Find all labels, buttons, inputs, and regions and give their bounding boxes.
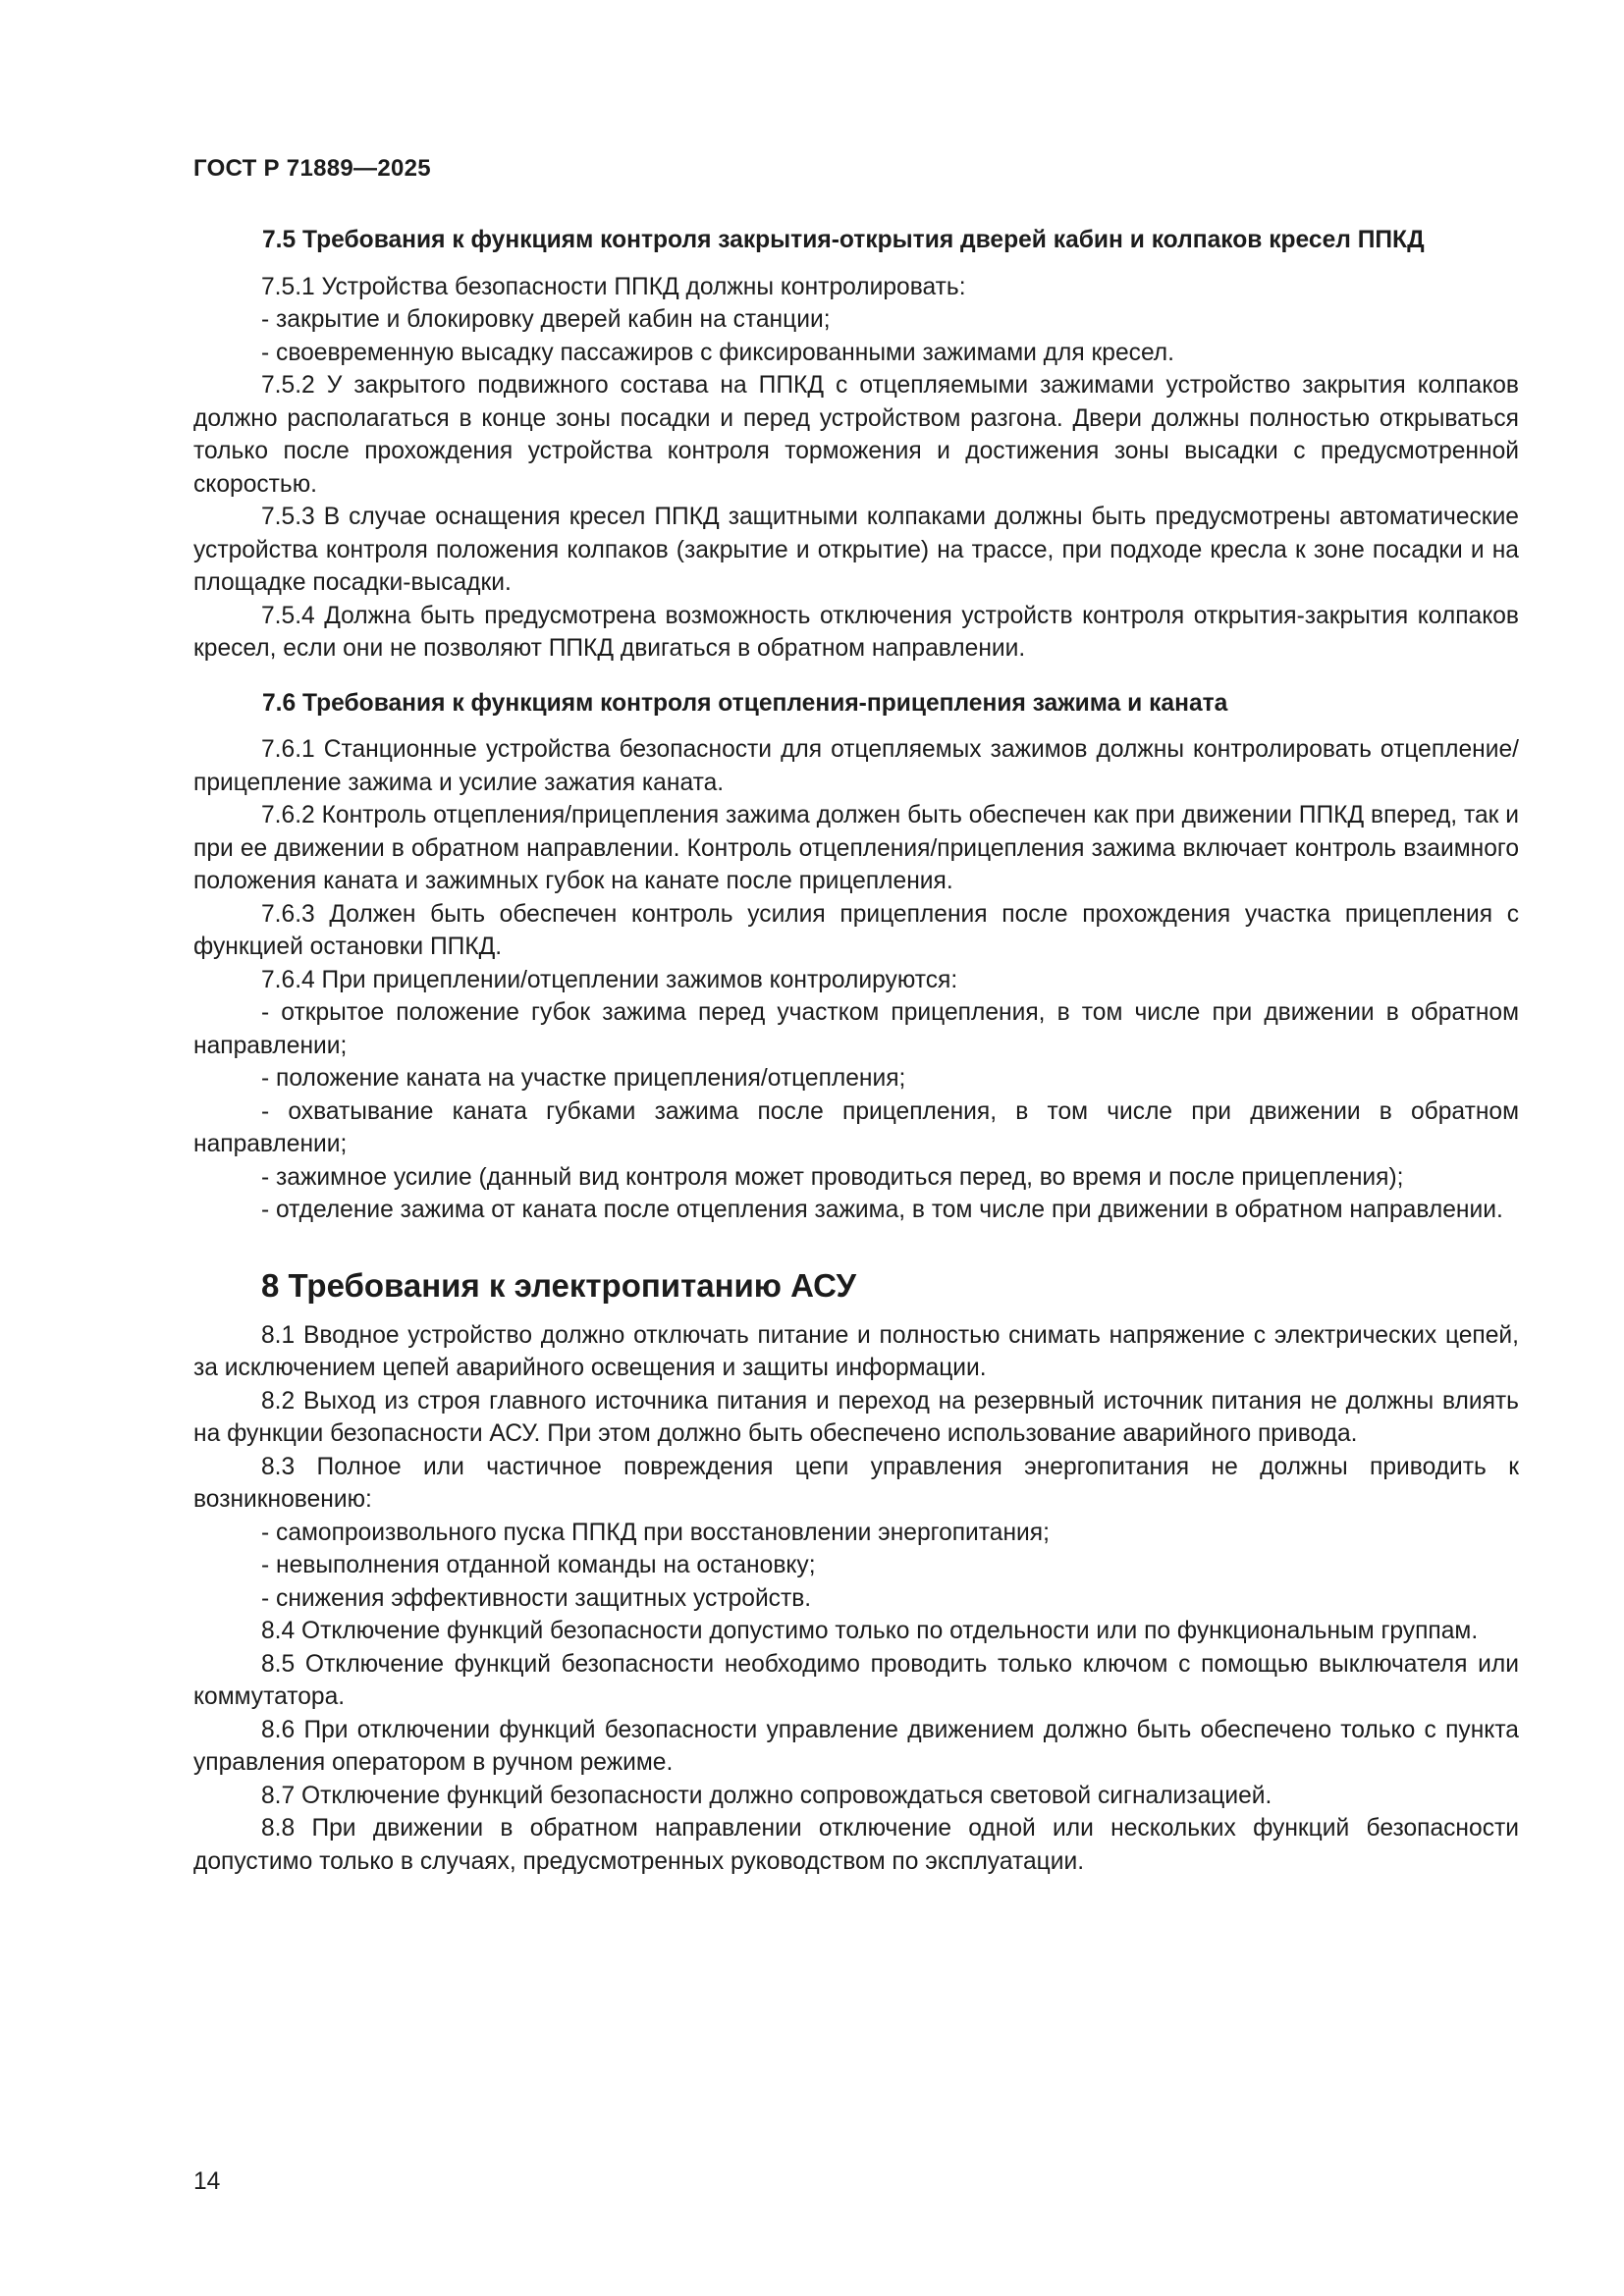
paragraph-8-6: 8.6 При отключении функций безопасности управление движением должно быть обеспечено только с пункта управления оператором в ручном режиме. — [193, 1716, 1519, 1776]
paragraph-8-5: 8.5 Отключение функций безопасности необходимо проводить только ключом с помощью выключателя или коммутатора. — [193, 1650, 1519, 1710]
list-item: - открытое положение губок зажима перед участком прицепления, в том числе при движении в обратном направлении; — [193, 999, 1519, 1059]
list-item: - охватывание каната губками зажима после прицепления, в том числе при движении в обратном направлении; — [193, 1097, 1519, 1157]
paragraph-8-3: 8.3 Полное или частичное повреждения цепи управления энергопитания не должны приводить к возникновению: — [193, 1453, 1519, 1513]
paragraph-8-8: 8.8 При движении в обратном направлении отключение одной или нескольких функций безопасности допустимо только в случаях, предусмотренных руководством по эксплуатации. — [193, 1815, 1519, 1875]
paragraph-7-5-2: 7.5.2 У закрытого подвижного состава на ППКД с отцепляемыми зажимами устройство закрытия колпаков должно располагаться в конце зоны посадки и перед устройством разгона. Двери должны полностью открываться только после прохождения устройства контроля торможения и достижения зоны высадки с предусмотренной скоростью. — [193, 372, 1519, 498]
list-item: - закрытие и блокировку дверей кабин на станции; — [261, 306, 831, 333]
document-header: ГОСТ Р 71889—2025 — [193, 155, 431, 182]
list-item: - самопроизвольного пуска ППКД при восстановлении энергопитания; — [261, 1519, 1050, 1546]
chapter-8-title: 8 Требования к электропитанию АСУ — [261, 1266, 857, 1304]
document-body — [193, 224, 1519, 1878]
paragraph-8-4: 8.4 Отключение функций безопасности допустимо только по отдельности или по функциональным группам. — [261, 1618, 1479, 1644]
paragraph-7-5-3: 7.5.3 В случае оснащения кресел ППКД защитными колпаками должны быть предусмотрены автоматические устройства контроля положения колпаков (закрытие и открытие) на трассе, при подходе кресла к зоне посадки и на площадке посадки-высадки. — [193, 504, 1519, 596]
paragraph-8-1: 8.1 Вводное устройство должно отключать питание и полностью снимать напряжение с электрических цепей, за исключением цепей аварийного освещения и защиты информации. — [193, 1321, 1519, 1381]
page-number: 14 — [193, 2168, 221, 2195]
list-item: - зажимное усилие (данный вид контроля может проводиться перед, во время и после прицепления); — [261, 1163, 1404, 1191]
section-7-6-title: 7.6 Требования к функциям контроля отцепления-прицепления зажима и каната — [262, 689, 1228, 717]
paragraph-7-5-1: 7.5.1 Устройства безопасности ППКД должны контролировать: — [261, 273, 966, 300]
list-item: - положение каната на участке прицепления/отцепления; — [261, 1065, 906, 1092]
paragraph-7-6-1: 7.6.1 Станционные устройства безопасности для отцепляемых зажимов должны контролировать отцепление/прицепление зажима и усилие зажатия каната. — [193, 736, 1519, 796]
paragraph-7-6-2: 7.6.2 Контроль отцепления/прицепления зажима должен быть обеспечен как при движении ППКД вперед, так и при ее движении в обратном направлении. Контроль отцепления/прицепления зажима включает контроль взаимного положения каната и зажимных губок на канате после прицепления. — [193, 802, 1519, 894]
list-item: - невыполнения отданной команды на остановку; — [261, 1552, 816, 1578]
paragraph-7-5-4: 7.5.4 Должна быть предусмотрена возможность отключения устройств контроля открытия-закрытия колпаков кресел, если они не позволяют ППКД двигаться в обратном направлении. — [193, 602, 1519, 662]
paragraph-8-7: 8.7 Отключение функций безопасности должно сопровождаться световой сигнализацией. — [261, 1782, 1272, 1809]
paragraph-8-2: 8.2 Выход из строя главного источника питания и переход на резервный источник питания не должны влиять на функции безопасности АСУ. При этом должно быть обеспечено использование аварийного привода. — [193, 1387, 1519, 1447]
section-7-5-title: 7.5 Требования к функциям контроля закрытия-открытия дверей кабин и колпаков кресел ППКД — [262, 227, 1425, 253]
paragraph-7-6-3: 7.6.3 Должен быть обеспечен контроль усилия прицепления после прохождения участка прицепления с функцией остановки ППКД. — [193, 900, 1519, 960]
list-item: - снижения эффективности защитных устройств. — [261, 1584, 812, 1612]
list-item: - отделение зажима от каната после отцепления зажима, в том числе при движении в обратном направлении. — [261, 1197, 1503, 1223]
paragraph-7-6-4: 7.6.4 При прицеплении/отцеплении зажимов контролируются: — [261, 966, 958, 993]
list-item: - своевременную высадку пассажиров с фиксированными зажимами для кресел. — [261, 339, 1174, 366]
